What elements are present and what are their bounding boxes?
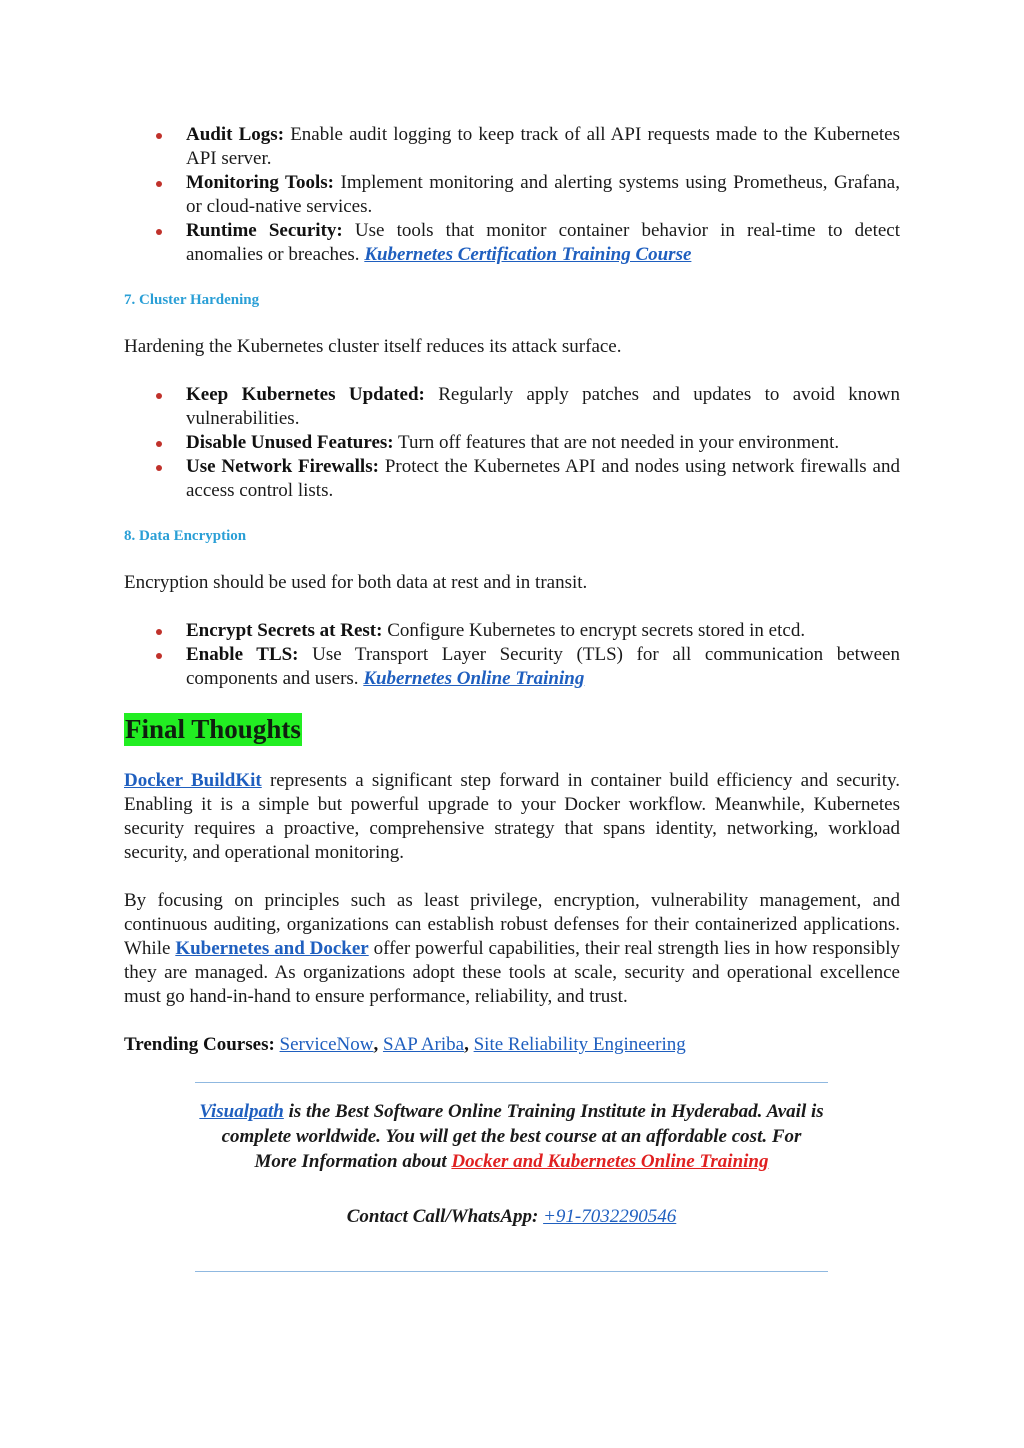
document-page [124,123,900,1057]
encryption-list [124,619,900,691]
sap-ariba-link[interactable]: SAP Ariba [382,1034,465,1055]
section-intro: Hardening the Kubernetes cluster itself reduces its attack surface. [124,336,622,357]
item-label: Runtime Security: [186,220,343,241]
list-item [186,219,900,267]
list-item [186,431,900,455]
item-label: Monitoring Tools: [186,172,334,193]
docker-kubernetes-training-link[interactable]: Docker and Kubernetes Online Training [451,1151,769,1172]
site-reliability-engineering-link[interactable]: Site Reliability Engineering [473,1034,686,1055]
final-thoughts-heading: Final Thoughts [125,714,301,744]
separator: , [464,1034,469,1055]
trending-label: Trending Courses: [124,1034,275,1055]
phone-link[interactable]: +91-7032290546 [543,1206,677,1227]
item-label: Disable Unused Features: [186,432,394,453]
kubernetes-certification-link[interactable]: Kubernetes Certification Training Course [364,244,692,265]
list-item [186,643,900,691]
list-item [186,619,900,643]
footer-info-box [195,1082,828,1272]
item-text: Implement monitoring and alerting systems using Prometheus, Grafana, or cloud-native services. [186,172,900,217]
kubernetes-and-docker-link[interactable]: Kubernetes and Docker [175,938,369,959]
item-label: Audit Logs: [186,124,285,145]
docker-buildkit-link[interactable]: Docker BuildKit [124,770,262,791]
separator: , [373,1034,379,1055]
servicenow-link[interactable]: ServiceNow [279,1034,374,1055]
list-item [186,383,900,431]
list-item [186,123,900,171]
item-label: Use Network Firewalls: [186,456,379,477]
item-text: Regularly apply patches and updates to avoid known vulnerabilities. [186,384,901,429]
footer-text: is the Best Software Online Training Institute in Hyderabad. Avail is complete worldwide. You will get the best course at an affordable cost. For More Information about [221,1101,824,1172]
footer-contact [195,1204,828,1229]
item-text: Use Transport Layer Security (TLS) for all communication between components and users. [186,644,900,689]
trending-courses [124,1033,900,1057]
list-item [186,171,900,219]
hardening-list [124,383,900,503]
kubernetes-online-training-link[interactable]: Kubernetes Online Training [363,668,585,689]
item-text: Turn off features that are not needed in your environment. [393,432,840,453]
item-label: Keep Kubernetes Updated: [186,384,425,405]
section-heading-cluster-hardening: 7. Cluster Hardening [124,292,260,308]
paragraph-text: offer powerful capabilities, their real strength lies in how responsibly they are managed. As organizations adopt these tools at scale, security and operational excellence must go hand-in-hand to ensure performance, reliability, and trust. [124,938,900,1007]
item-text: Enable audit logging to keep track of all API requests made to the Kubernetes API server. [186,124,901,169]
footer-info-text [195,1099,828,1174]
final-paragraph-1 [124,769,900,865]
paragraph-text: represents a significant step forward in container build efficiency and security. Enabling it is a simple but powerful upgrade to your Docker workflow. Meanwhile, Kubernetes security requires a proactive, comprehensive strategy that spans identity, networking, workload security, and operational monitoring. [124,770,900,863]
visualpath-link[interactable]: Visualpath [199,1101,284,1122]
final-paragraph-2 [124,889,900,1009]
paragraph-text: By focusing on principles such as least privilege, encryption, vulnerability management, and continuous auditing, organizations can establish robust defenses for their containerized applications. While [124,890,900,959]
item-text: Use tools that monitor container behavior in real-time to detect anomalies or breaches. [186,220,900,265]
item-text: Protect the Kubernetes API and nodes using network firewalls and access control lists. [186,456,900,501]
list-item [186,455,900,503]
item-text: Configure Kubernetes to encrypt secrets stored in etcd. [382,620,806,641]
section-heading-data-encryption: 8. Data Encryption [124,528,247,544]
monitoring-list [124,123,900,267]
section-intro: Encryption should be used for both data at rest and in transit. [124,572,588,593]
item-label: Enable TLS: [186,644,299,665]
item-label: Encrypt Secrets at Rest: [186,620,383,641]
contact-label: Contact Call/WhatsApp: [346,1206,544,1227]
